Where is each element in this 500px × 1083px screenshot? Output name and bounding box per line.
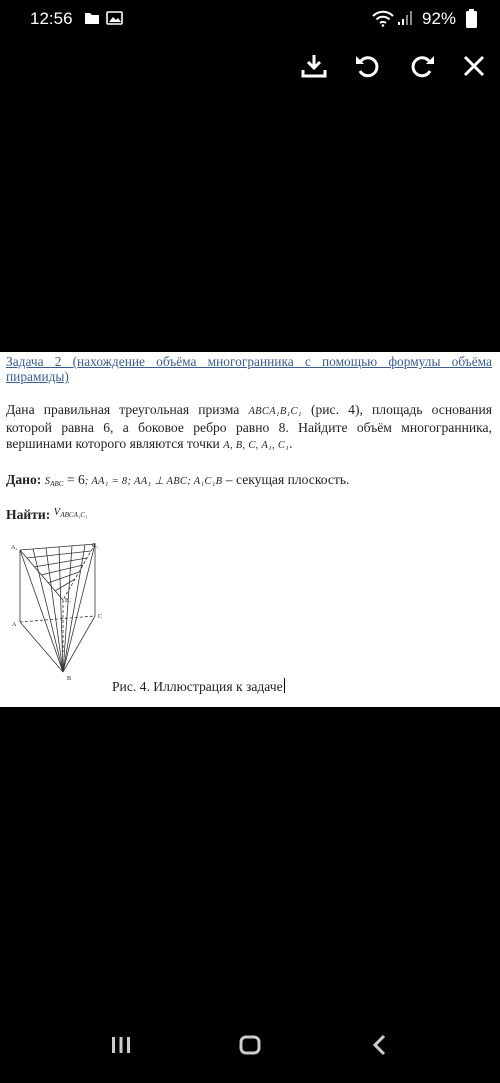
close-icon[interactable] [458, 50, 490, 82]
signal-icon [397, 10, 413, 26]
given-label: Дано: [6, 472, 42, 487]
task-title: Задача 2 (нахождение объёма многогранника с помощью формулы объёма пирамиды) [6, 354, 492, 384]
prism-name: ABCA₁B₁C₁ [248, 406, 302, 417]
label-a: A [12, 622, 17, 628]
figure-caption-text: Рис. 4. Иллюстрация к задаче [112, 679, 283, 694]
given-s-sub: ABC [50, 480, 64, 488]
problem-text-end: . [289, 436, 293, 451]
home-icon[interactable] [230, 1025, 270, 1065]
recent-apps-icon[interactable] [101, 1025, 141, 1065]
problem-text [6, 402, 492, 454]
given-s: S [44, 476, 51, 487]
given-perp: AA₁ ⊥ ABC [134, 476, 188, 487]
problem-text-part: Дана правильная треугольная призма [6, 402, 249, 417]
find-v: V [53, 507, 61, 518]
label-c1: C₁ [92, 543, 99, 549]
download-icon[interactable] [298, 50, 330, 82]
given-tail: – секущая плоскость. [222, 472, 350, 487]
given-s-value: = 6 [63, 472, 85, 487]
find-label: Найти: [6, 507, 51, 522]
figure-caption [112, 678, 285, 695]
battery-icon [466, 9, 477, 28]
rotate-right-icon[interactable] [406, 50, 438, 82]
image-icon [106, 10, 123, 26]
label-b1: B₁ [65, 598, 72, 604]
folder-icon [84, 10, 100, 26]
wifi-icon [372, 10, 394, 27]
back-icon[interactable] [360, 1025, 400, 1065]
find-line [6, 507, 87, 523]
text-cursor [284, 678, 285, 693]
label-a1: A₁ [11, 545, 18, 551]
prism-figure [10, 542, 120, 682]
rotate-left-icon[interactable] [352, 50, 384, 82]
status-time: 12:56 [30, 9, 73, 28]
status-bar [0, 0, 500, 38]
problem-text-part: (рис. 4), площадь основания которой равна 6, а боковое ребро равно 8. Найдите объём многогранника, вершинами которого являются точки [6, 402, 492, 451]
points-list: A, B, C, A₁, C₁ [223, 440, 290, 451]
given-line [6, 472, 492, 488]
given-aa: ; AA₁ = 8; [84, 476, 135, 487]
given-plane: ; A₁C₁B [187, 476, 223, 487]
label-b: B [67, 676, 72, 682]
battery-level: 92% [422, 9, 457, 28]
label-c: C [98, 614, 103, 620]
document-image[interactable] [0, 352, 500, 707]
find-v-sub: ABCA₁C₁ [60, 511, 88, 519]
